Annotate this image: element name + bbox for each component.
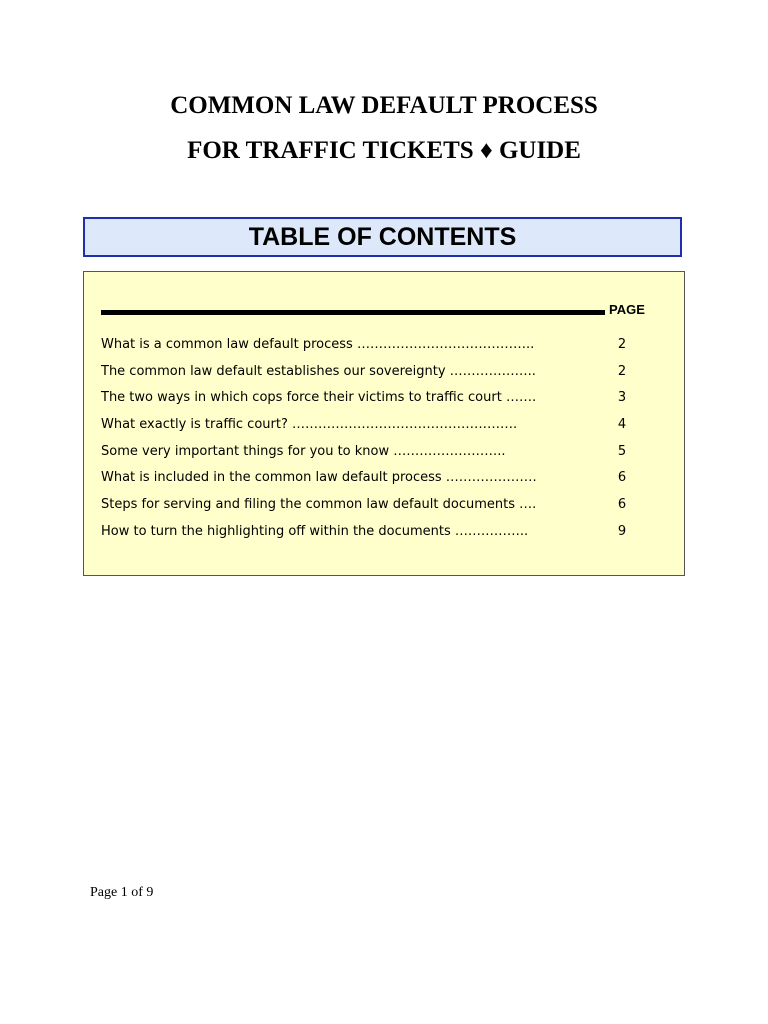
toc-entry-page: 2 [617, 363, 627, 379]
toc-entry-text: Steps for serving and filing the common law default documents …. [101, 497, 537, 513]
toc-entry-page: 6 [617, 497, 627, 513]
toc-entry[interactable] [101, 412, 661, 439]
toc-entry-page: 3 [617, 390, 627, 406]
toc-entry-text: What is a common law default process ………………………………….. [101, 337, 535, 352]
toc-entry-page: 5 [617, 443, 627, 459]
toc-divider-rule [101, 310, 605, 315]
toc-entry[interactable] [101, 385, 661, 412]
toc-entry[interactable] [101, 519, 661, 546]
toc-entry-page: 4 [617, 417, 627, 433]
document-title-line-2: FOR TRAFFIC TICKETS ♦ GUIDE [187, 137, 581, 164]
toc-entry[interactable] [101, 492, 661, 519]
toc-entry-text: What is included in the common law default process ………………… [101, 470, 537, 486]
toc-entry-page: 2 [617, 337, 627, 352]
toc-entry-text: The two ways in which cops force their victims to traffic court ……. [101, 390, 537, 406]
page-indicator: Page 1 of 9 [90, 885, 154, 900]
toc-box [83, 271, 685, 576]
toc-entry-text: Some very important things for you to know …………………….. [101, 443, 506, 459]
toc-entry-page: 9 [617, 523, 627, 539]
toc-entry-page: 6 [617, 470, 627, 486]
toc-entry[interactable] [101, 465, 661, 492]
toc-entry-text: What exactly is traffic court? ……………………………………………. [101, 417, 518, 433]
toc-heading: TABLE OF CONTENTS [83, 217, 682, 257]
toc-entry-text: The common law default establishes our sovereignty ……………….. [101, 363, 536, 379]
toc-page-column-label: PAGE [609, 302, 645, 317]
toc-entry[interactable] [101, 439, 661, 466]
toc-list [101, 332, 661, 546]
toc-entry-text: How to turn the highlighting off within the documents …………….. [101, 523, 529, 539]
toc-entry[interactable] [101, 332, 661, 359]
toc-entry[interactable] [101, 359, 661, 386]
document-title-line-1: COMMON LAW DEFAULT PROCESS [170, 92, 598, 119]
